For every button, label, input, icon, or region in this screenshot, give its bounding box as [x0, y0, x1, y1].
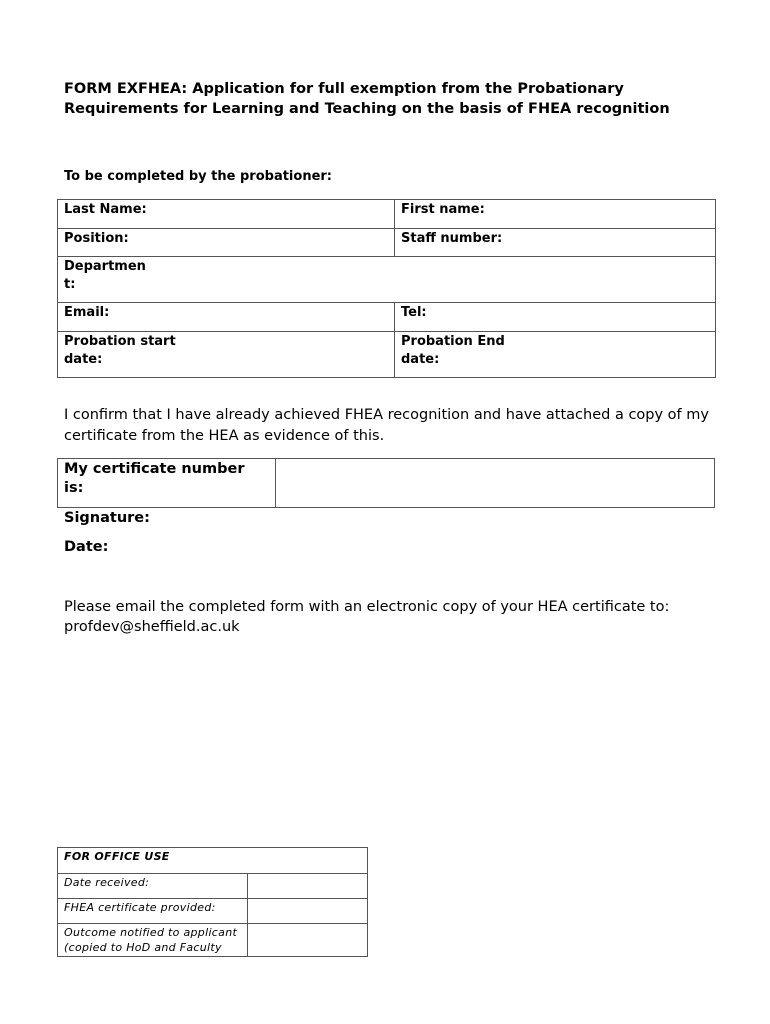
last-name-label: Last Name: — [64, 202, 147, 217]
staff-number-field[interactable] — [395, 229, 716, 257]
position-label: Position: — [64, 231, 129, 246]
fhea-certificate-input[interactable] — [248, 899, 368, 924]
fhea-certificate-cell — [58, 899, 248, 924]
signature-label: Signature: — [64, 510, 150, 526]
certificate-table — [57, 458, 715, 508]
outcome-notified-input[interactable] — [248, 924, 368, 957]
probation-start-field[interactable] — [58, 332, 395, 378]
confirmation-statement: I confirm that I have already achieved FHEA recognition and have attached a copy of my certificate from the HEA as evidence of this. — [64, 407, 709, 444]
department-label-line2: t: — [64, 277, 76, 292]
certificate-label-cell — [58, 459, 276, 508]
date-received-label: Date received: — [64, 876, 150, 889]
certificate-number-value — [276, 459, 714, 460]
probation-start-line2: date: — [64, 352, 103, 367]
last-name-field[interactable] — [58, 200, 395, 229]
probation-end-label — [395, 332, 715, 369]
form-title: FORM EXFHEA: Application for full exemption from the Probationary Requirements for Learning and Teaching on the basis of FHEA recognition — [64, 81, 670, 117]
position-field[interactable] — [58, 229, 395, 257]
date-received-cell — [58, 874, 248, 899]
email-instructions: Please email the completed form with an electronic copy of your HEA certificate to: profdev@sheffield.ac.uk — [64, 599, 670, 635]
fhea-certificate-label: FHEA certificate provided: — [64, 901, 216, 914]
probation-end-field[interactable] — [395, 332, 716, 378]
outcome-label-line2: (copied to HoD and Faculty — [64, 941, 222, 954]
certificate-label-line2: is: — [64, 480, 84, 496]
probation-start-label — [58, 332, 394, 369]
date-received-input[interactable] — [248, 874, 368, 899]
email-field[interactable] — [58, 303, 395, 332]
outcome-notified-cell — [58, 924, 248, 957]
completed-by-label: To be completed by the probationer: — [64, 169, 332, 184]
email-label: Email: — [64, 305, 110, 320]
probation-end-line2: date: — [401, 352, 440, 367]
outcome-notified-label — [58, 924, 247, 955]
tel-field[interactable] — [395, 303, 716, 332]
probation-start-line1: Probation start — [64, 334, 176, 349]
first-name-field[interactable] — [395, 200, 716, 229]
office-use-heading-cell — [58, 848, 368, 874]
certificate-number-input[interactable] — [276, 459, 715, 508]
office-use-heading: FOR OFFICE USE — [64, 850, 170, 863]
department-field[interactable] — [58, 257, 716, 303]
office-use-table — [57, 847, 368, 957]
staff-number-label: Staff number: — [401, 231, 503, 246]
tel-label: Tel: — [401, 305, 427, 320]
department-label — [58, 257, 715, 294]
certificate-label-line1: My certificate number — [64, 461, 245, 477]
probation-end-line1: Probation End — [401, 334, 505, 349]
first-name-label: First name: — [401, 202, 485, 217]
outcome-label-line1: Outcome notified to applicant — [64, 926, 238, 939]
certificate-number-label — [58, 459, 275, 498]
probationer-details-table — [57, 199, 716, 378]
department-label-line1: Departmen — [64, 259, 146, 274]
date-label: Date: — [64, 539, 109, 555]
